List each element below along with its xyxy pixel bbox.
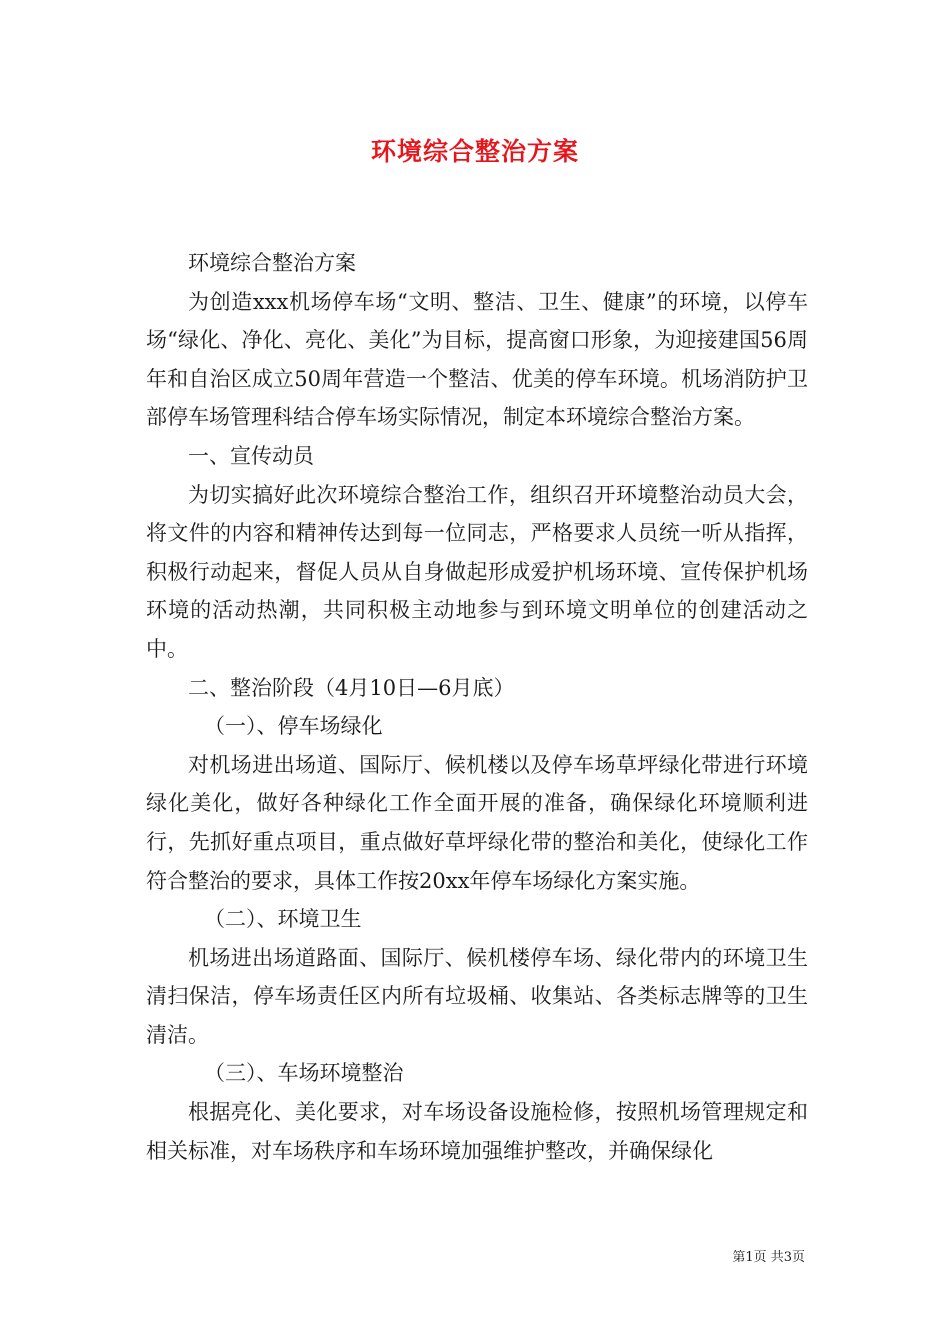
paragraph-parking-rectification: 根据亮化、美化要求，对车场设备设施检修，按照机场管理规定和相关标准，对车场秩序和车场环境加强维护整改，并确保绿化 [146,1100,808,1163]
section-heading-phase: 二、整治阶段（4月10日—6月底） [188,675,515,700]
paragraph-sanitation: 机场进出场道路面、国际厅、候机楼停车场、绿化带内的环境卫生清扫保洁，停车场责任区内所有垃圾桶、收集站、各类标志牌等的卫生清洁。 [146,945,808,1047]
subsection-heading-parking-rectification: （三）、车场环境整治 [204,1061,404,1086]
subsection-heading-greening: （一）、停车场绿化 [204,714,383,739]
paragraph-intro-heading: 环境综合整治方案 [188,251,356,275]
paragraph-intro: 为创造xxx机场停车场“文明、整洁、卫生、健康”的环境，以停车场“绿化、净化、亮化、美化”为目标，提高窗口形象，为迎接建国56周年和自治区成立50周年营造一个整洁、优美的停车环境。机场消防护卫部停车场管理科结合停车场实际情况，制定本环境综合整治方案。 [146,289,808,430]
document-body [146,244,808,1170]
page-number-footer: 第1页 共3页 [732,1250,805,1265]
paragraph-greening: 对机场进出场道、国际厅、候机楼以及停车场草坪绿化带进行环境绿化美化，做好各种绿化工作全面开展的准备，确保绿化环境顺利进行，先抓好重点项目，重点做好草坪绿化带的整治和美化，使绿化工作符合整治的要求，具体工作按20xx年停车场绿化方案实施。 [146,752,808,893]
section-heading-publicity: 一、宣传动员 [188,443,314,468]
document-title: 环境综合整治方案 [370,137,579,166]
paragraph-publicity: 为切实搞好此次环境综合整治工作，组织召开环境整治动员大会，将文件的内容和精神传达到每一位同志，严格要求人员统一听从指挥，积极行动起来，督促人员从自身做起形成爱护机场环境、宣传保护机场环境的活动热潮，共同积极主动地参与到环境文明单位的创建活动之中。 [146,482,808,661]
subsection-heading-sanitation: （二）、环境卫生 [204,907,362,932]
